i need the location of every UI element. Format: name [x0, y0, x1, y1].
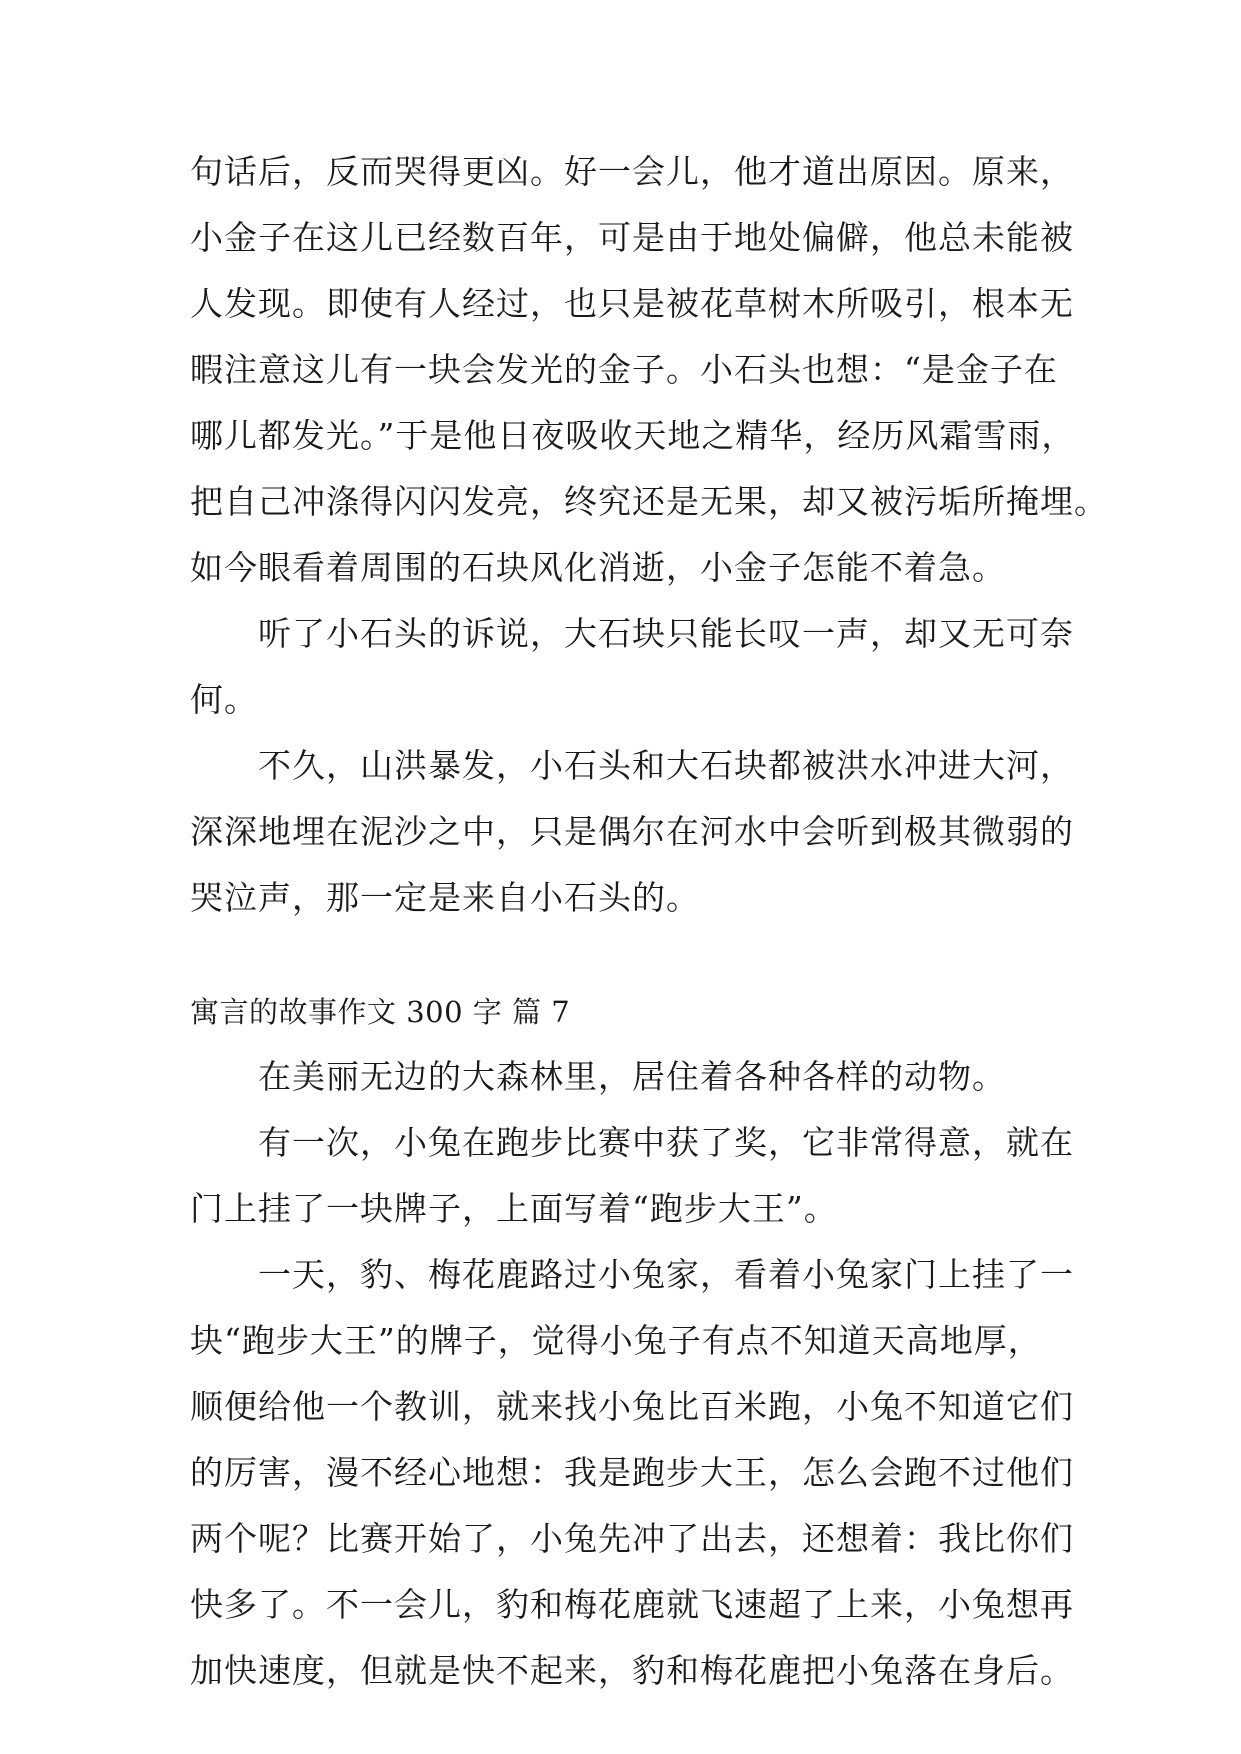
text-line: 不久，山洪暴发，小石头和大石块都被洪水冲进大河，	[190, 746, 1074, 785]
text-line: 有一次，小兔在跑步比赛中获了奖，它非常得意，就在	[190, 1123, 1074, 1162]
text-line: 门上挂了一块牌子，上面写着“跑步大王”。	[190, 1189, 838, 1228]
text-line: 把自己冲涤得闪闪发亮，终究还是无果，却又被污垢所掩埋。	[190, 482, 1108, 521]
text-line: 快多了。不一会儿，豹和梅花鹿就飞速超了上来，小兔想再	[190, 1585, 1074, 1624]
text-line: 块“跑步大王”的牌子，觉得小兔子有点不知道天高地厚，	[190, 1321, 1042, 1360]
text-line: 在美丽无边的大森林里，居住着各种各样的动物。	[190, 1057, 1006, 1096]
text-line: 的厉害，漫不经心地想：我是跑步大王，怎么会跑不过他们	[190, 1453, 1074, 1492]
text-line: 哭泣声，那一定是来自小石头的。	[190, 878, 700, 917]
text-line: 哪儿都发光。”于是他日夜吸收天地之精华，经历风霜雪雨，	[190, 416, 1076, 455]
text-line: 暇注意这儿有一块会发光的金子。小石头也想：“是金子在	[190, 350, 1058, 389]
text-line: 听了小石头的诉说，大石块只能长叹一声，却又无可奈	[190, 614, 1074, 653]
text-line: 小金子在这儿已经数百年，可是由于地处偏僻，他总未能被	[190, 218, 1074, 257]
text-line: 何。	[190, 680, 258, 719]
text-line: 深深地埋在泥沙之中，只是偶尔在河水中会听到极其微弱的	[190, 812, 1074, 851]
text-line: 人发现。即使有人经过，也只是被花草树木所吸引，根本无	[190, 284, 1074, 323]
text-line: 句话后，反而哭得更凶。好一会儿，他才道出原因。原来，	[190, 152, 1074, 191]
text-line: 如今眼看着周围的石块风化消逝，小金子怎能不着急。	[190, 548, 1006, 587]
text-line: 顺便给他一个教训，就来找小兔比百米跑，小兔不知道它们	[190, 1387, 1074, 1426]
text-line: 加快速度，但就是快不起来，豹和梅花鹿把小兔落在身后。	[190, 1651, 1074, 1690]
section-heading: 寓言的故事作文 300 字 篇 7	[190, 995, 571, 1029]
text-line: 两个呢？比赛开始了，小兔先冲了出去，还想着：我比你们	[190, 1519, 1074, 1558]
text-line: 一天，豹、梅花鹿路过小兔家，看着小兔家门上挂了一	[190, 1255, 1074, 1294]
